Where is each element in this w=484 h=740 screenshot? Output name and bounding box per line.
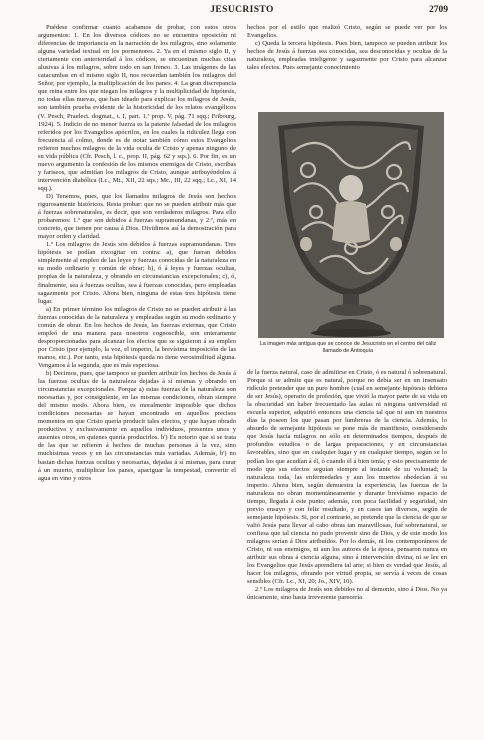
paragraph: Puédese confirmar cuanto acabamos de probar, con estos otros argumentos: 1. En los diversos códices no se encuentra oposición ni diferencias de importancia en la narración de los milagros, sino solamente alguna variedad textual en los pormenores. 2. Ya en el mismo siglo II, y ciertamente con anterioridad á los códices, se encuentran muchas citas alusivas á los milagros, sobre todo en san Ireneo. 3. Las imágenes de las catacumbas en el mismo siglo II, nos recuerdan también los milagros del Señor, por ejemplo, la multiplicación de los panes. 4. La gran discrepancia que reina entre los que niegan los milagros y la multiplicidad de hipótesis, no todas ellas nuevas, que han ideado para explicar los milagros de Jesús, son también prueba evidente de la historicidad de los relatos evangélicos (V. Pesch, Praelect. dogmat., t. I, part. 1.ª prop. V, pág. 71 sqq.; Fribourg, 1924). 5. Indicio de no menor fuerza es la patente falsedad de los milagros referidos por los Evangelios apócrifos, en los cuales la ridiculez llega con frecuencia al colmo, donde es de notar también cómo estos Evangelios refieren muchos milagros de la vida oculta de Cristo y apenas ninguno de su vida pública (Cfr. Pesch, l. c., prop. II, pág. 62 y sqs.). 6. Por fin, es un nuevo argumento la confesión de los mismos enemigos de Cristo, escribas y fariseos, que admitían los milagros de Cristo, aunque atribuyéndolos á intervención diabólica (Lc., Mt., XII, 22 sqs.; Mc., III, 22 sqq.; Lc., XI, 14 sqq.). <box>38 24 236 192</box>
paragraph: b) Decimos, pues, que tampoco se pueden atribuir los hechos de Jesús á las fuerzas ocultas de la naturaleza dejadas á sí mismas y obrando en circunstancias excepcionales. Porque a) estas fuerzas de la naturaleza son necesarias y, por consiguiente, en las mismas condiciones, obran siempre del mismo modo. Ahora bien, es moralmente imposible que dichos condiciones necesarias se hayan encontrado en aquellos precisos momentos en que Cristo quería producir tales efectos, y que hayan obrado productiva y exclusivamente en aquellos individuos, presentes unos y ausentes otros, en quienes quería producirlos. b') Es notorio que si se trata de las que se refieren á hechos de muchas personas á la vez, sino muchísimas veces y en las circunstancias más variadas. Además, b') no bastan dichas fuerzas ocultas y necesarias, dejadas á sí mismas, para curar á un muerto, multiplicar los panes, apaciguar la tempestad, convertir el agua en vino y otros <box>38 370 236 482</box>
paragraph: a) En primer término los milagros de Cristo no se pueden atribuir á las fuerzas conocidas de la naturaleza y empleadas según su modo ordinario y común de obrar. En los hechos de Jesús, las fuerzas externas, que Cristo empleó de una manera para nosotros cognoscible, son enteramente desproporcionadas para alcanzar los efectos que se siguieron á su empleo por Cristo (por ejemplo, la voz, el imperio, la brevísima imposición de las manos, etc.). Por tanto, esta hipótesis queda no tiene verosimilitud alguna. Vengamos á la segunda, que es más especiosa. <box>38 305 236 369</box>
chalice-photograph <box>258 112 444 338</box>
paragraph: c) Queda la tercera hipótesis. Pues bien, tampoco se pueden atribuir los hechos de Jesús á fuerzas sea conocidas, sea desconocidas y ocultas de la naturaleza, empleadas inteligente y sagazmente por Cristo para alcanzar tales efectos. Pues semejante conocimiento <box>247 40 447 72</box>
right-column-bottom <box>247 369 447 735</box>
left-column <box>38 24 236 730</box>
figure-caption: La imagen más antigua que se conoce de Jesucristo en el centro del cáliz llamado de Antioquía <box>259 341 437 354</box>
paragraph: 1.º Los milagros de Jesús son debidos á fuerzas supramundanas. Tres hipótesis se podían excogitar en contra: a), que fueran debidos simplemente al empleo de las leyes y fuerzas conocidas de la naturaleza en su modo ordinario y común de obrar; b), ó á leyes y fuerzas ocultas, propias de la naturaleza, y obrando en circunstancias excepcionales; c), ó, finalmente, sea á fuerzas ocultas, sea á fuerzas conocidas, pero empleadas sagazmente por Cristo. Ahora bien, ninguna de estas tres hipótesis tiene lugar. <box>38 241 236 305</box>
page-number: 2709 <box>429 5 448 15</box>
page-header <box>36 5 448 19</box>
chalice-image <box>258 112 444 338</box>
paragraph: de la fuerza natural, caso de admitirse en Cristo, ó es natural ó sobrenatural. Porque si se admite que es natural, porque no debía ser en un insensato ridículo pretender que un puro hombre (cual en semejante hipótesis debiera de ser Jesús), operario de profesión, que vivió la mayor parte de su vida en la obscuridad sin haber frecuentado las aulas ni ninguna universidad ni escuela superior, adquirió entonces una ciencia tal que ni aun en nuestros días la poseen los que pasan por lumbreras de la ciencia. Además, lo absurdo de semejante hipótesis se pone más de manifiesto, considerando que Jesús hacía milagros no sólo en determinados tiempos, después de profundos estudios o de largas preparaciones, y en circunstancias favorables, sino que en cualquier lugar y en cualquier tiempo, según se lo pedían los que acudían á él, ó cuando él á bien tenía; y esto precisamente de modo que sus efectos seguían siempre al instante de su voluntad; la naturaleza toda, las enfermedades y aun los muertos obedecían á su imperio. Ahora bien, según demuestra la experiencia, las fuerzas de la naturaleza no obran momentáneamente y durante brevísimo espacio de tiempo, llegada á este punto; además, con poca facilidad y seguridad, sin previo ensayo y con feliz resultado, y en casos tan diversos, según de semejante hipótesis. Si, por el contrario, se pretende que la ciencia de que se valió Jesús para llevar al cabo obras tan maravillosas, fué sobrenatural, se confiesa que tal ciencia no pudo provenir sino de Dios, y de este modo los milagros serían á Dios atribuídos. Por lo demás, ni los contemporáneos de Cristo, ni sus enemigos, ni aun los autores de la época, pensaron nunca en atribuir sus obras á ciencia alguna, sino á intervención divina; ni se lee en los Evangelios que Jesús aprendiera tal arte; si bien es verdad que Jesús, al hacer los milagros, obrando por virtud propia, se servía á veces de cosas sensibles (Cfr. Lc., XI, 20; Jo., XIV, 10). <box>247 369 447 586</box>
paragraph: D) Tenemos, pues, que los llamados milagros de Jesús son hechos rigurosamente históricos. Resta probar: que no se pueden atribuir más que á fuerzas sobrenaturales, es decir, que son verdaderos milagros. Para ello probaremos: 1.º que son debidos á fuerzas supramundanas, y 2.º, más en concreto, que tienen por causa á Dios. Dividimos así la demostración para mayor orden y claridad. <box>38 192 236 241</box>
right-column-top <box>247 24 447 104</box>
paragraph: 2.º Los milagros de Jesús son debidos no al demonio, sino á Dios. No ya únicamente, sino hasta irreverente parecería <box>247 586 447 602</box>
running-title: JESUCRISTO <box>210 5 274 15</box>
paragraph: hechos por el estilo que realizó Cristo, según se puede ver por los Evangelios. <box>247 24 447 40</box>
